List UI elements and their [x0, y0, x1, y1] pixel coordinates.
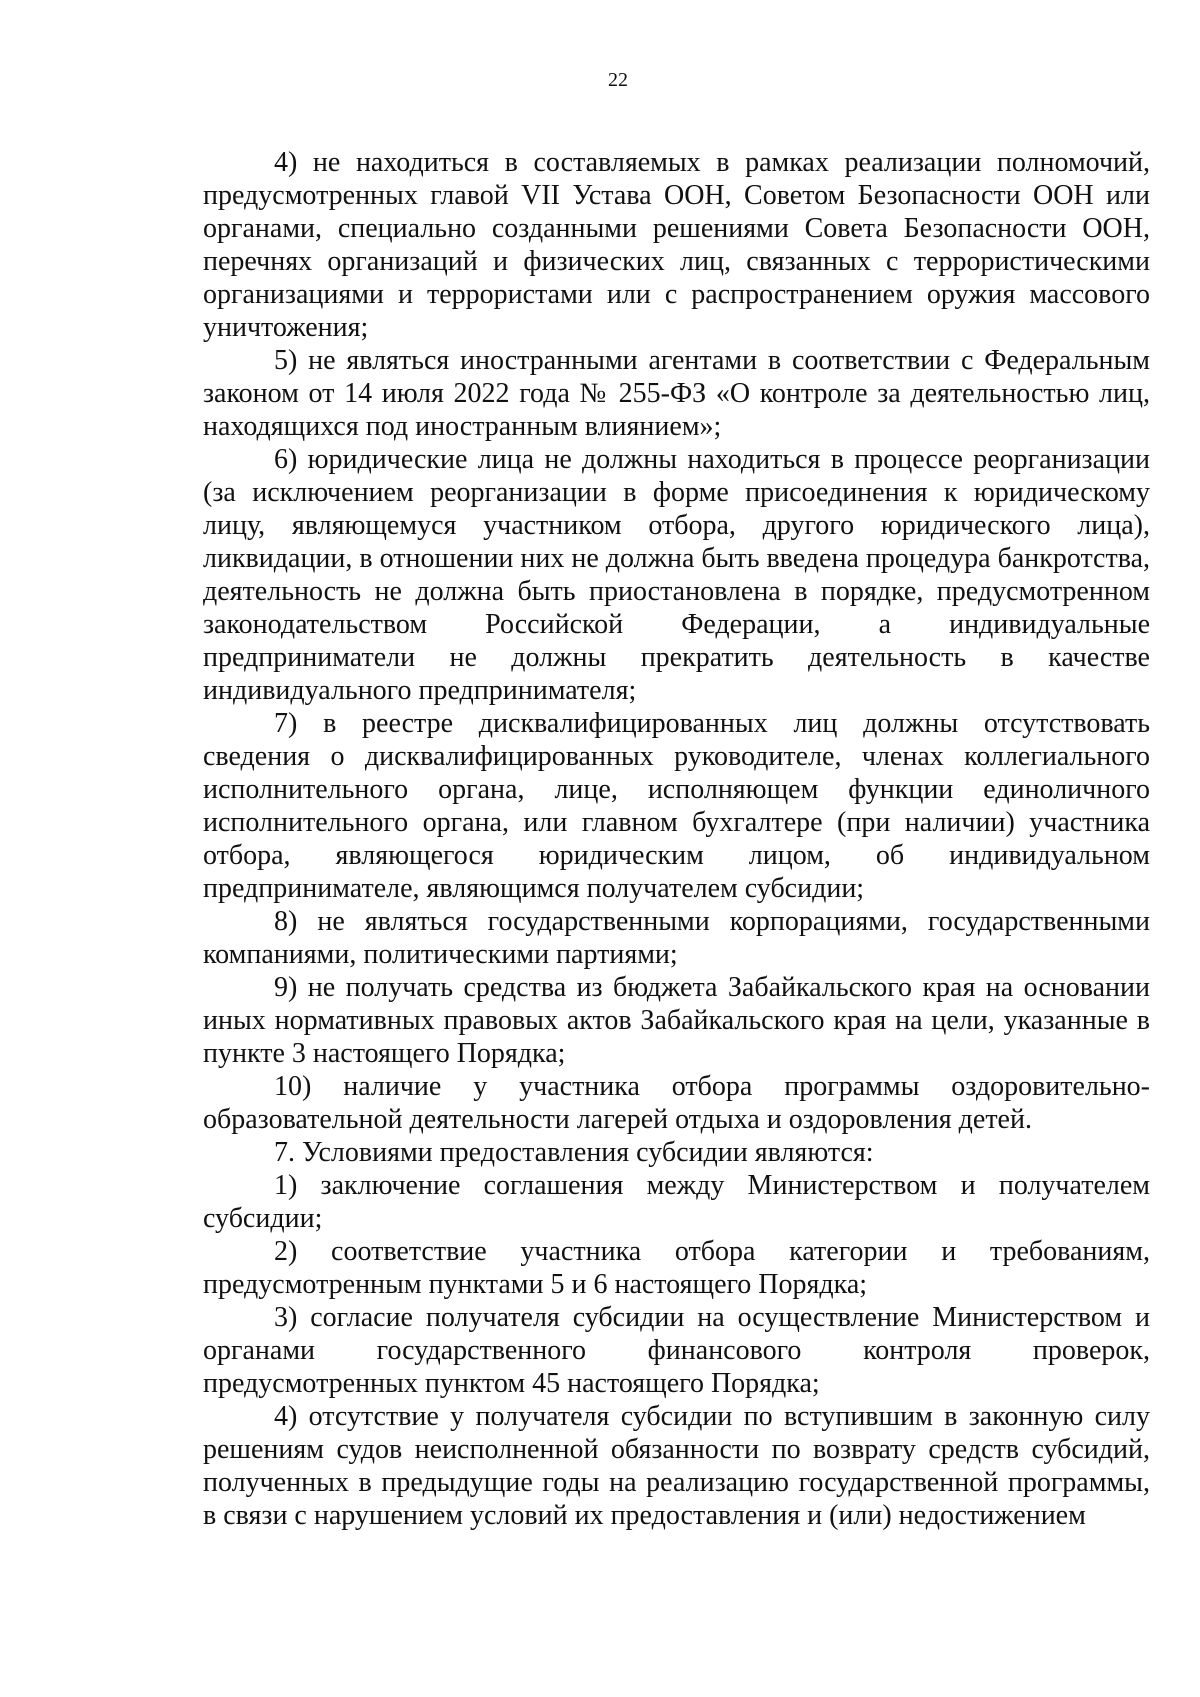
- paragraph-condition-2-compliance: 2) соответствие участника отбора категории и требованиям, предусмотренным пунктами 5 и 6 настоящего Порядка;: [203, 1236, 1150, 1300]
- paragraph-condition-3-consent: 3) согласие получателя субсидии на осуществление Министерством и органами государственного финансового контроля проверок, предусмотренных пунктом 45 настоящего Порядка;: [203, 1302, 1150, 1399]
- paragraph-section-7-conditions: 7. Условиями предоставления субсидии являются:: [274, 1137, 874, 1168]
- paragraph-item-6-reorganization: 6) юридические лица не должны находиться в процессе реорганизации (за исключением реорганизации в форме присоединения к юридическому лицу, являющемуся участником отбора, другого юридического лица), ликвидации, в отношении них не должна быть введена процедура банкротства, деятельность не должна быть приостановлена в порядке, предусмотренном законодательством Российской Федерации, а индивидуальные предприниматели не должны прекратить деятельность в качестве индивидуального предпринимателя;: [203, 444, 1150, 706]
- paragraph-item-10-program: 10) наличие у участника отбора программы оздоровительно-образовательной деятельности лагерей отдыха и оздоровления детей.: [203, 1071, 1150, 1135]
- page-number: 22: [608, 69, 628, 91]
- paragraph-item-9-budget-funds: 9) не получать средства из бюджета Забайкальского края на основании иных нормативных правовых актов Забайкальского края на цели, указанные в пункте 3 настоящего Порядка;: [203, 972, 1150, 1069]
- paragraph-item-8-state-corporations: 8) не являться государственными корпорациями, государственными компаниями, политическими партиями;: [203, 906, 1150, 970]
- paragraph-condition-4-no-debt: 4) отсутствие у получателя субсидии по вступившим в законную силу решениям судов неисполненной обязанности по возврату средств субсидий, полученных в предыдущие годы на реализацию государственной программы, в связи с нарушением условий их предоставления и (или) недостижением: [203, 1401, 1150, 1531]
- paragraph-item-4-un-lists: 4) не находиться в составляемых в рамках реализации полномочий, предусмотренных главой VII Устава ООН, Советом Безопасности ООН или органами, специально созданными решениями Совета Безопасности ООН, перечнях организаций и физических лиц, связанных с террористическими организациями и террористами или с распространением оружия массового уничтожения;: [203, 147, 1150, 343]
- paragraph-item-5-foreign-agents: 5) не являться иностранными агентами в соответствии с Федеральным законом от 14 июля 2022 года № 255-ФЗ «О контроле за деятельностью лиц, находящихся под иностранным влиянием»;: [203, 345, 1150, 442]
- paragraph-item-7-disqualified-registry: 7) в реестре дисквалифицированных лиц должны отсутствовать сведения о дисквалифицированных руководителе, членах коллегиального исполнительного органа, лице, исполняющем функции единоличного исполнительного органа, или главном бухгалтере (при наличии) участника отбора, являющегося юридическим лицом, об индивидуальном предпринимателе, являющимся получателем субсидии;: [203, 708, 1150, 904]
- paragraph-condition-1-agreement: 1) заключение соглашения между Министерством и получателем субсидии;: [203, 1170, 1150, 1234]
- document-body: [203, 146, 1150, 1532]
